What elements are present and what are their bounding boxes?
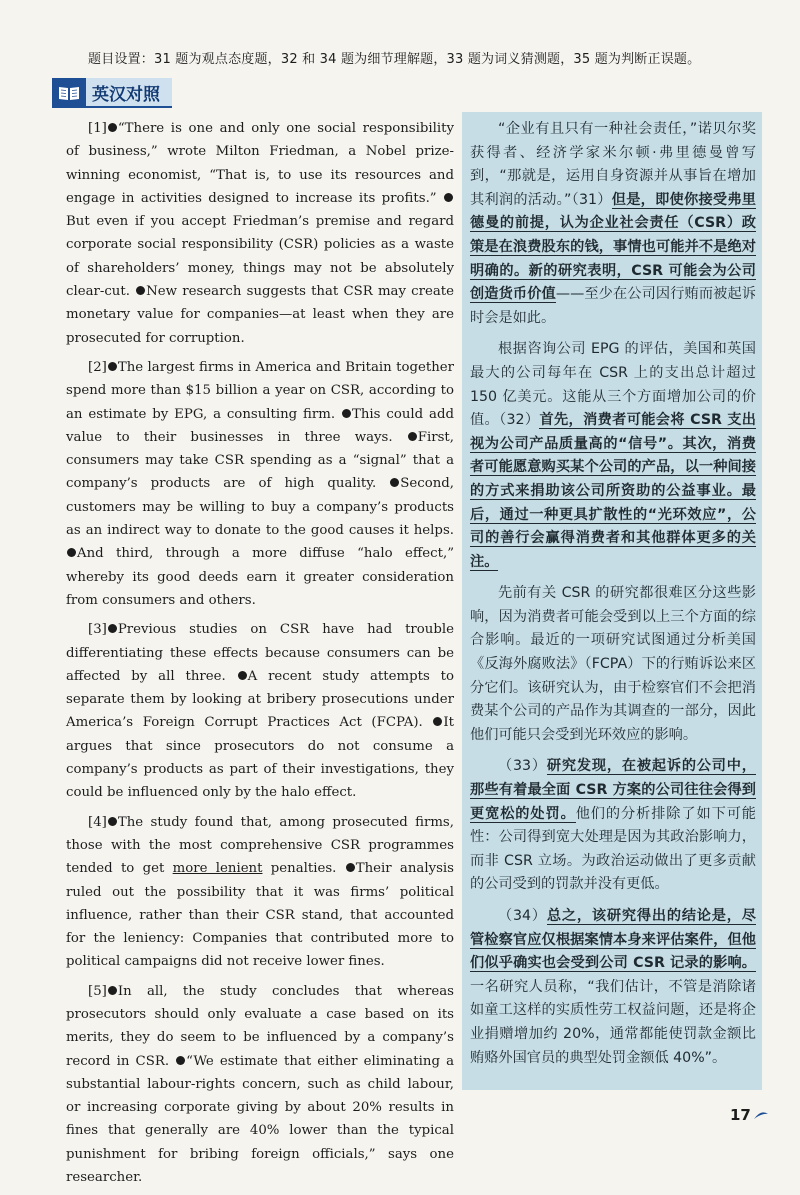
sentence: The study found that, among prosecuted firms, those with the most comprehensive CSR programmes tended to get bbox=[66, 814, 454, 877]
translation-text: 一名研究人员称，“我们估计，不管是消除诸如童工这样的实质性劳工权益问题，还是将企业捐赠增加约 20%，通常都能使罚款金额比贿赂外国官员的典型处罚金额低 40%”。 bbox=[470, 978, 756, 1066]
english-paragraph-2 bbox=[66, 356, 454, 612]
question-number: （34） bbox=[498, 908, 547, 924]
sentence-marker-icon bbox=[444, 193, 453, 202]
chinese-paragraph-2 bbox=[470, 338, 756, 574]
sentence-marker-icon bbox=[346, 863, 355, 872]
chinese-paragraph-1 bbox=[470, 118, 756, 330]
highlighted-answer: 总之，该研究得出的结论是，尽管检察官应仅根据案情本身来评估案件，但他们似乎确实也会受到公司 CSR 记录的影响。 bbox=[470, 908, 756, 972]
sentence: “There is one and only one social responsibility of business,” wrote Milton Friedman, a Nobel prize-winning economist, “That is, to use its resources and engage in activities designed to increase its profits.” bbox=[66, 121, 454, 206]
question-number: （32） bbox=[499, 412, 540, 429]
sentence-marker-icon bbox=[408, 432, 417, 441]
sentence: penalties. bbox=[262, 861, 337, 877]
question-setting-note: 题目设置：31 题为观点态度题，32 和 34 题为细节理解题，33 题为词义猜测题，35 题为判断正误题。 bbox=[88, 52, 701, 67]
sentence: The largest firms in America and Britain together spend more than $15 billion a year on CSR, according to an estimate by EPG, a consulting firm. bbox=[66, 359, 454, 422]
sentence: This could add value to their businesses in three ways. bbox=[66, 406, 454, 445]
english-paragraph-5 bbox=[66, 980, 454, 1190]
question-number: （33） bbox=[498, 758, 547, 775]
section-header bbox=[52, 78, 172, 108]
paragraph-number: [3] bbox=[88, 622, 107, 638]
sentence-marker-icon bbox=[390, 478, 399, 487]
question-number: （31） bbox=[571, 191, 612, 208]
english-paragraph-3 bbox=[66, 618, 454, 804]
chinese-paragraph-5 bbox=[470, 905, 756, 1070]
highlighted-answer: 研究发现，在被起诉的公司中，那些有着最全面 CSR 方案的公司往往会得到更宽松的处罚。 bbox=[470, 758, 756, 822]
sentence-marker-icon bbox=[108, 817, 117, 826]
translation-text: 根据咨询公司 EPG 的评估，美国和英国最大的公司每年在 CSR 上的支出总计超过 150 亿美元。这能从三个方面增加公司的价值。 bbox=[470, 341, 756, 429]
chinese-paragraph-4 bbox=[470, 755, 756, 897]
sentence-marker-icon bbox=[176, 1056, 185, 1065]
sentence: A recent study attempts to separate them by looking at bribery prosecutions under America’s Foreign Corrupt Practices Act (FCPA). bbox=[66, 668, 454, 731]
page-number-text: 17 bbox=[730, 1106, 751, 1124]
sentence: Previous studies on CSR have had trouble differentiating these effects because consumers can be affected by all three. bbox=[66, 622, 454, 684]
sentence-marker-icon bbox=[108, 986, 117, 995]
highlighted-answer: 首先，消费者可能会将 CSR 支出视为公司产品质量高的“信号”。其次，消费者可能愿意购买某个公司的产品，以一种间接的方式来捐助该公司所资助的公益事业。最后，通过一种更具扩散性的“光环效应”，公司的善行会赢得消费者和其他群体更多的关注。 bbox=[470, 412, 756, 570]
translation-text: 他们的分析排除了如下可能性：公司得到宽大处理是因为其政治影响力，而非 CSR 立场。为政治运动做出了更多贡献的公司受到的罚款并没有更低。 bbox=[470, 805, 756, 893]
open-book-icon bbox=[52, 78, 86, 108]
paragraph-number: [5] bbox=[88, 983, 107, 999]
sentence: New research suggests that CSR may create monetary value for companies—at least when they are prosecuted for corruption. bbox=[66, 284, 454, 346]
translation-text: “企业有且只有一种社会责任，”诺贝尔奖获得者、经济学家米尔顿·弗里德曼曾写到，“那就是，运用自身资源并从事旨在增加其利润的活动。” bbox=[470, 121, 756, 208]
sentence: And third, through a more diffuse “halo effect,” whereby its good deeds earn it greater consideration from consumers and others. bbox=[66, 546, 454, 608]
sentence: But even if you accept Friedman’s premise and regard corporate social responsibility (CSR) policies as a waste of shareholders’ money, things may not be absolutely clear-cut. bbox=[66, 214, 454, 300]
english-text-column bbox=[66, 117, 454, 1195]
paragraph-number: [1] bbox=[88, 121, 107, 136]
paragraph-number: [4] bbox=[88, 814, 107, 830]
page-number bbox=[730, 1106, 769, 1124]
chinese-translation-column bbox=[462, 112, 762, 1090]
sentence-marker-icon bbox=[108, 123, 117, 132]
sentence: It argues that since prosecutors do not consume a company’s products as part of their investigations, they could be influenced only by the halo effect. bbox=[66, 715, 454, 801]
translation-text: ——至少在公司因行贿而被起诉时会是如此。 bbox=[470, 286, 756, 326]
sentence-marker-icon bbox=[108, 362, 117, 371]
sentence-marker-icon bbox=[136, 286, 145, 295]
sentence: “We estimate that either eliminating a substantial labour-rights concern, such as child labour, or increasing corporate giving by about 20% results in fines that generally are 40% lower than the typical punishment for bribing foreign officials,” says one researcher. bbox=[66, 1053, 454, 1186]
english-paragraph-1 bbox=[66, 117, 454, 350]
paragraph-number: [2] bbox=[88, 359, 107, 375]
chinese-paragraph-3 bbox=[470, 582, 756, 747]
sentence-marker-icon bbox=[67, 548, 76, 557]
sentence-marker-icon bbox=[238, 671, 247, 680]
sentence-marker-icon bbox=[342, 409, 351, 418]
page-ornament-icon bbox=[753, 1109, 769, 1121]
translation-text: 先前有关 CSR 的研究都很难区分这些影响，因为消费者可能会受到以上三个方面的综合影响。最近的一项研究试图通过分析美国《反海外腐败法》（FCPA）下的行贿诉讼来区分它们。该研究认为，由于检察官们不会把消费某个公司的产品作为其调查的一部分，因此他们可能只会受到光环效应的影响。 bbox=[470, 585, 756, 743]
sentence-marker-icon bbox=[108, 624, 117, 633]
highlighted-answer: 但是，即使你接受弗里德曼的前提，认为企业社会责任（CSR）政策是在浪费股东的钱，事情也可能并不是绝对明确的。新的研究表明，CSR 可能会为公司创造货币价值 bbox=[470, 191, 756, 303]
sentence-marker-icon bbox=[433, 717, 442, 726]
sentence: Second, customers may be willing to buy a company’s products as an indirect way to donate to the good causes it helps. bbox=[66, 476, 454, 539]
sentence: Their analysis ruled out the possibility that it was firms’ political influence, rather than their CSR stand, that accounted for the leniency: Companies that contributed more to political campaigns did not receive lower fines. bbox=[66, 861, 454, 970]
sentence: First, consumers may take CSR spending as a “signal” that a company’s products are of high quality. bbox=[66, 429, 454, 492]
english-paragraph-4 bbox=[66, 811, 454, 974]
sentence: In all, the study concludes that whereas prosecutors should only evaluate a case based on its merits, they do seem to be influenced by a company’s record in CSR. bbox=[66, 983, 454, 1069]
underlined-phrase: more lenient bbox=[172, 861, 263, 877]
section-title: 英汉对照 bbox=[86, 78, 172, 108]
